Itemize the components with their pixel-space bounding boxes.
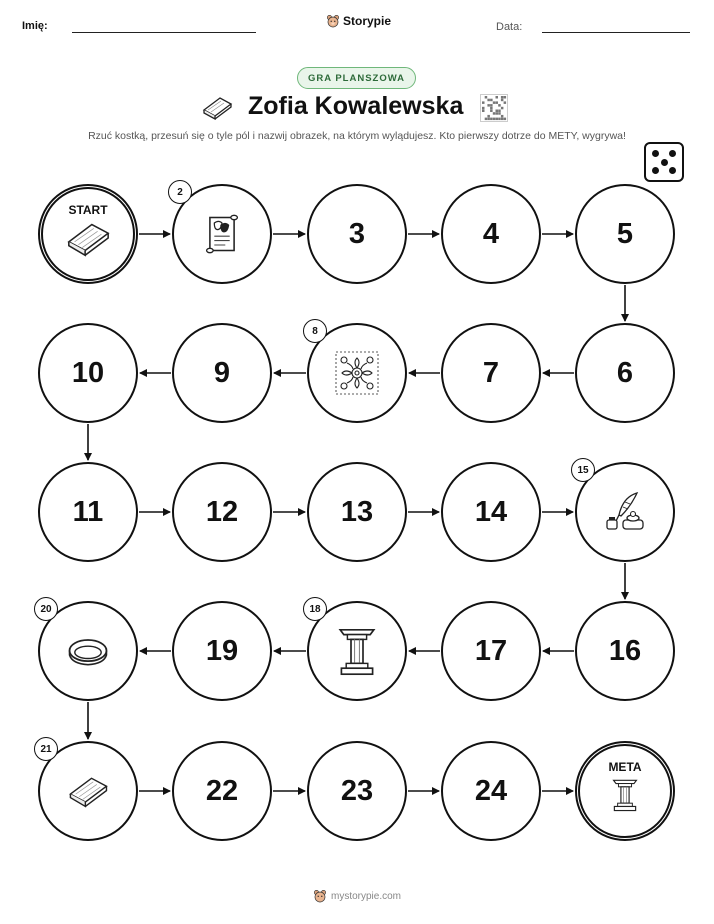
cell-number: 11 [72,495,104,528]
board-cell-finish [575,741,675,841]
instructions-text: Rzuć kostką, przesuń się o tyle pól i nazwij obrazek, na którym wylądujesz. Kto pierwszy dotrze do METY, wygrywa! [88,130,626,142]
board-cell-15 [575,462,675,562]
ring-icon [66,633,110,668]
cell-number-badge: 21 [34,737,58,761]
board-cell-5 [575,184,675,284]
cell-number-badge: 15 [571,458,595,482]
cell-number: 4 [482,217,500,250]
start-label: START [68,203,108,217]
board-cell-24 [441,741,541,841]
cell-number: 17 [474,634,508,667]
board-cell-6 [575,323,675,423]
cell-number-badge: 2 [168,180,192,204]
date-label: Data: [496,21,523,33]
board-cell-19 [172,601,272,701]
board-cell-11 [38,462,138,562]
cell-number: 10 [71,356,105,389]
board-cell-20 [38,601,138,701]
board-cell-7 [441,323,541,423]
board-cell-12 [172,462,272,562]
cell-number: 13 [340,495,374,528]
board-cell-8 [307,323,407,423]
board-cell-18 [307,601,407,701]
board-cell-9 [172,323,272,423]
cell-number-badge: 18 [303,597,327,621]
cell-number: 5 [616,217,634,250]
cell-number-badge: 8 [303,319,327,343]
pedestal-icon [335,625,379,678]
board-cell-start [38,184,138,284]
quill-inkwell-icon [603,490,647,534]
board-cell-23 [307,741,407,841]
board-cell-4 [441,184,541,284]
cell-number: 14 [474,495,508,528]
bear-mascot-icon [313,889,327,903]
pedestal-icon [610,777,640,813]
name-label: Imię: [22,20,48,32]
cell-number: 3 [348,217,366,250]
floral-pattern-icon [335,351,379,395]
finish-label: META [608,760,642,774]
book-icon [66,773,110,808]
footer-url: mystorypie.com [330,890,401,902]
cell-icon-wrap [610,777,640,813]
brand-name: Storypie [343,14,392,28]
cell-number: 22 [205,774,239,807]
board-cell-3 [307,184,407,284]
cell-number: 19 [205,634,239,667]
cell-number: 7 [482,356,500,389]
cell-number: 6 [616,356,634,389]
game-type-badge: GRA PLANSZOWA [297,67,416,89]
board-cell-21 [38,741,138,841]
cell-number: 16 [608,634,642,667]
cell-number: 23 [340,774,374,807]
cell-number-badge: 20 [34,597,58,621]
board-cell-22 [172,741,272,841]
board-cell-13 [307,462,407,562]
footer [0,889,714,903]
board-cell-2 [172,184,272,284]
cell-number: 24 [474,774,508,807]
board-cell-16 [575,601,675,701]
cell-icon-wrap [64,218,112,256]
scroll-theater-icon [200,212,244,256]
board-cell-10 [38,323,138,423]
book-icon [64,218,112,256]
board-cell-14 [441,462,541,562]
board-cell-17 [441,601,541,701]
cell-number: 12 [205,495,239,528]
page-title: Zofia Kowalewska [248,92,464,120]
cell-number: 9 [213,356,231,389]
